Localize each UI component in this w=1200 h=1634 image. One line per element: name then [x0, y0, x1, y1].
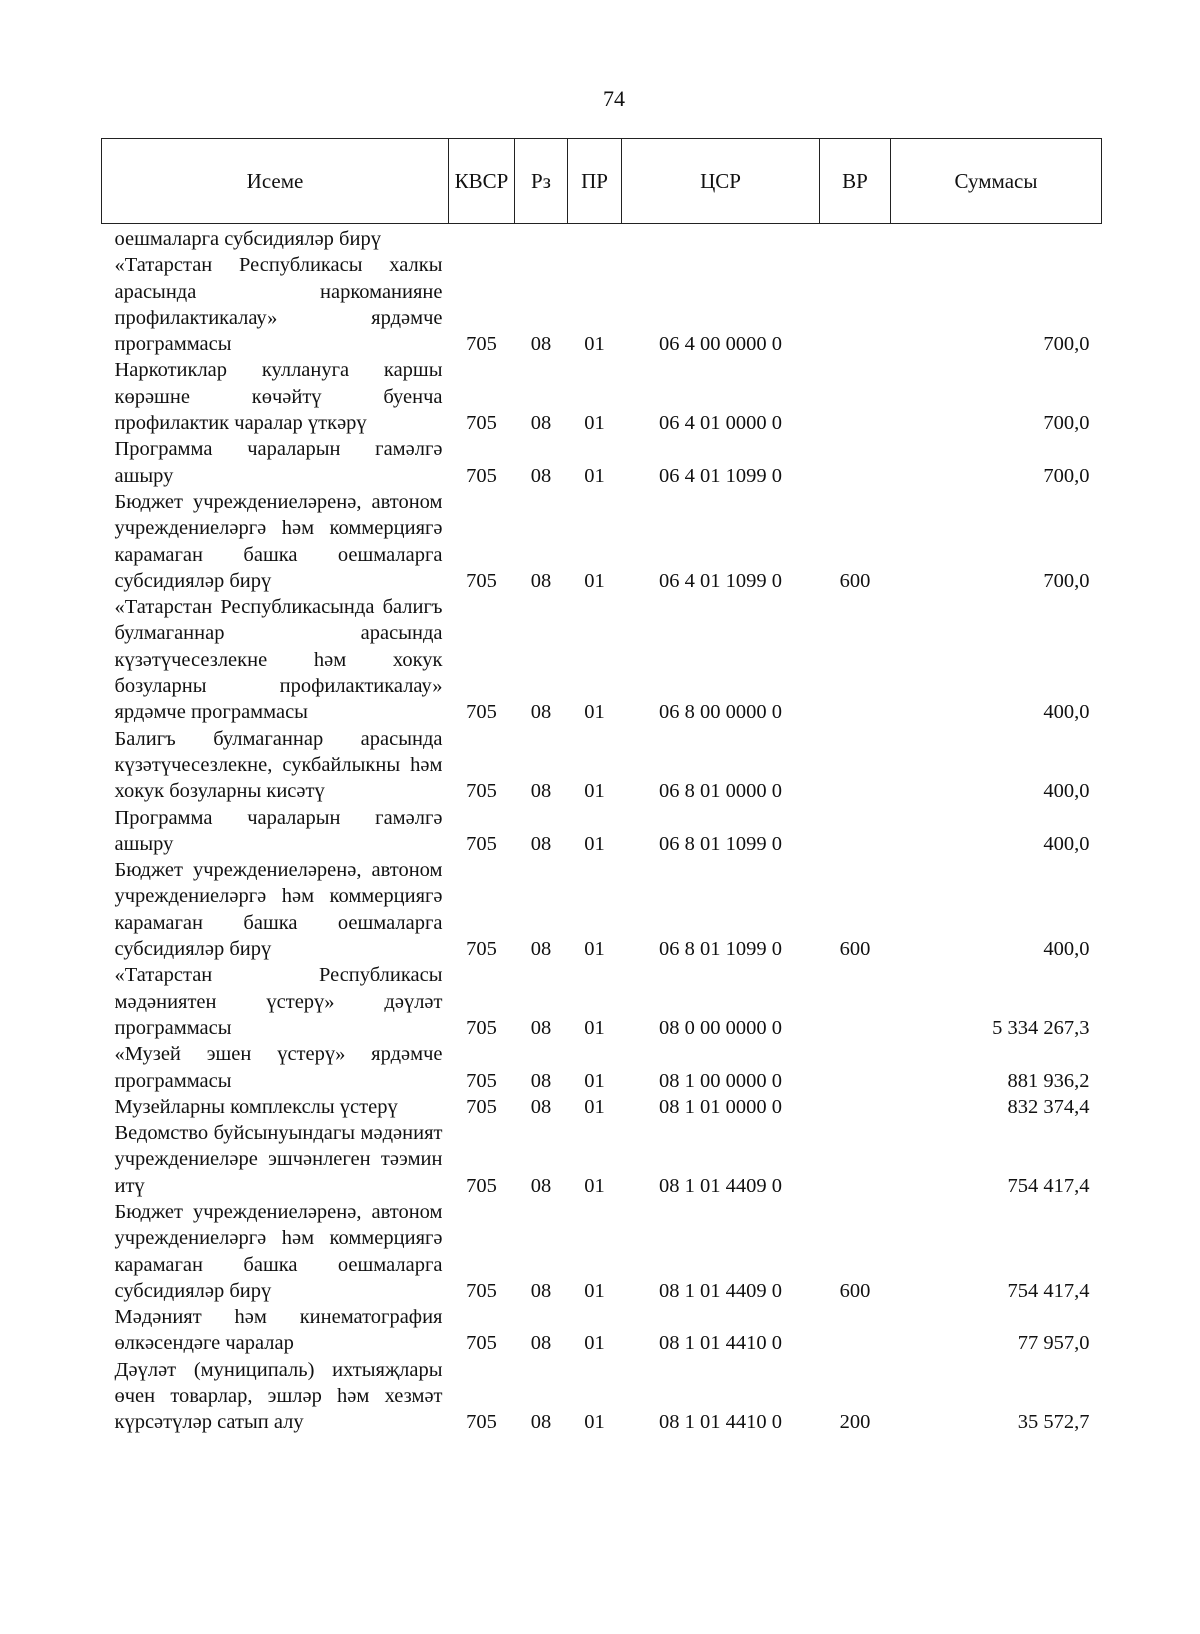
row-vr [820, 436, 891, 489]
row-name: Программа чараларын гамәлгә ашыру [114, 438, 443, 487]
row-sum: 77 957,0 [1017, 1332, 1090, 1355]
table-row [102, 962, 1102, 1041]
row-name: Ведомство буйсынуындагы мәдәният учреждениеләре эшчәнлеген тәэмин итү [114, 1122, 443, 1197]
row-kvsr: 705 [466, 1332, 497, 1355]
row-rz: 08 [530, 780, 552, 803]
table-row [102, 252, 1102, 357]
header-row [102, 139, 1102, 224]
row-pr: 01 [584, 832, 605, 855]
row-name: Дәүләт (муниципаль) ихтыяҗлары өчен товарлар, эшләр һәм хезмәт күрсәтүләр сатып алу [114, 1358, 443, 1434]
row-vr [820, 1094, 891, 1120]
row-rz [515, 224, 568, 253]
row-rz: 08 [530, 412, 552, 435]
table-row [102, 1094, 1102, 1120]
row-csr: 06 8 01 0000 0 [659, 780, 782, 803]
row-pr: 01 [584, 701, 605, 724]
row-pr: 01 [584, 938, 605, 961]
table-row [102, 857, 1102, 962]
table-row [102, 1120, 1102, 1199]
row-sum: 400,0 [1043, 701, 1090, 724]
row-name: Музейларны комплекслы үстерү [114, 1095, 398, 1118]
row-rz: 08 [530, 1411, 552, 1434]
row-kvsr [449, 224, 515, 253]
row-kvsr: 705 [466, 1069, 497, 1092]
row-sum: 754 417,4 [1007, 1279, 1090, 1302]
row-name: Программа чараларын гамәлгә ашыру [114, 806, 443, 855]
row-kvsr: 705 [466, 832, 497, 855]
row-name: Бюджет учреждениеләренә, автоном учреждениеләргә һәм коммерциягә карамаган башка оешмаларга субсидияләр бирү [114, 1200, 443, 1302]
row-csr: 08 1 01 4409 0 [659, 1279, 782, 1302]
row-kvsr: 705 [466, 464, 497, 487]
row-kvsr: 705 [466, 938, 497, 961]
table-body [102, 224, 1102, 1436]
row-csr: 06 4 00 0000 0 [659, 333, 782, 356]
row-vr [820, 594, 891, 725]
row-kvsr: 705 [466, 333, 497, 356]
row-rz: 08 [530, 1069, 552, 1092]
row-sum: 400,0 [1043, 832, 1090, 855]
row-vr: 600 [839, 1279, 871, 1302]
row-vr [820, 726, 891, 805]
header-sum: Суммасы [891, 139, 1102, 224]
row-vr: 200 [839, 1411, 871, 1434]
row-rz: 08 [530, 569, 552, 592]
budget-table-container [101, 138, 1101, 1436]
row-vr [820, 962, 891, 1041]
table-row [102, 594, 1102, 725]
row-sum: 881 936,2 [1007, 1069, 1090, 1092]
header-vr: ВР [820, 139, 891, 224]
row-name: «Татарстан Республикасы мәдəниятен үстерү» дәүләт программасы [114, 964, 443, 1039]
row-name: «Музей эшен үстерү» ярдәмче программасы [114, 1043, 443, 1092]
row-name: Мәдәният һәм кинематография өлкәсендәге чаралар [114, 1306, 443, 1355]
row-csr: 06 8 01 1099 0 [659, 938, 782, 961]
row-kvsr: 705 [466, 1411, 497, 1434]
row-rz: 08 [530, 1016, 552, 1039]
row-csr [622, 224, 820, 253]
row-pr: 01 [584, 1174, 605, 1197]
row-sum: 5 334 267,3 [992, 1016, 1090, 1039]
row-rz: 08 [530, 333, 552, 356]
row-vr: 600 [839, 938, 871, 961]
row-rz: 08 [530, 938, 552, 961]
row-csr: 08 0 00 0000 0 [659, 1016, 782, 1039]
budget-table [101, 138, 1102, 1436]
row-pr: 01 [584, 1279, 605, 1302]
row-pr: 01 [584, 1069, 605, 1092]
row-sum: 832 374,4 [1007, 1095, 1090, 1118]
row-sum: 700,0 [1043, 569, 1090, 592]
table-row [102, 1304, 1102, 1357]
row-vr [820, 1041, 891, 1094]
table-row [102, 224, 1102, 253]
row-name: «Татарстан Республикасы халкы арасында наркоманияне профилактикалау» ярдәмче программасы [114, 254, 443, 356]
row-sum: 400,0 [1043, 780, 1090, 803]
row-pr: 01 [584, 780, 605, 803]
row-vr [820, 252, 891, 357]
row-pr: 01 [584, 412, 605, 435]
row-csr: 08 1 00 0000 0 [659, 1069, 782, 1092]
table-row [102, 805, 1102, 858]
row-vr [820, 224, 891, 253]
row-kvsr: 705 [466, 1016, 497, 1039]
row-pr: 01 [584, 464, 605, 487]
row-kvsr: 705 [466, 780, 497, 803]
row-kvsr: 705 [466, 1095, 497, 1118]
header-rz: Рз [515, 139, 568, 224]
row-kvsr: 705 [466, 1279, 497, 1302]
row-vr [820, 357, 891, 436]
row-name: «Татарстан Республикасында балигъ булмаганнар арасында күзәтүчесезлекне һәм хокук бозуларны профилактикалау» ярдәмче программасы [114, 596, 443, 724]
row-pr: 01 [584, 1411, 605, 1434]
row-vr: 600 [839, 569, 871, 592]
row-pr: 01 [584, 1332, 605, 1355]
row-kvsr: 705 [466, 569, 497, 592]
row-pr: 01 [584, 1016, 605, 1039]
row-csr: 06 4 01 1099 0 [659, 569, 782, 592]
row-csr: 08 1 01 4410 0 [659, 1332, 782, 1355]
row-rz: 08 [530, 464, 552, 487]
row-rz: 08 [530, 701, 552, 724]
row-sum: 700,0 [1043, 464, 1090, 487]
row-rz: 08 [530, 1174, 552, 1197]
row-vr [820, 1120, 891, 1199]
row-sum: 35 572,7 [1017, 1411, 1090, 1434]
row-name: Наркотиклар куллануга каршы көрәшне көчәйтү буенча профилактик чаралар үткәрү [114, 359, 443, 435]
row-sum: 700,0 [1043, 333, 1090, 356]
header-csr: ЦСР [622, 139, 820, 224]
row-name: Бюджет учреждениеләренә, автоном учреждениеләргә һәм коммерциягә карамаган башка оешмаларга субсидияләр бирү [114, 859, 443, 961]
row-vr [820, 1304, 891, 1357]
row-sum [891, 224, 1102, 253]
table-row [102, 436, 1102, 489]
row-rz: 08 [530, 1279, 552, 1302]
table-row [102, 726, 1102, 805]
header-name: Исеме [102, 139, 449, 224]
table-header [102, 139, 1102, 224]
row-rz: 08 [530, 1095, 552, 1118]
row-pr [568, 224, 622, 253]
row-pr: 01 [584, 569, 605, 592]
table-row [102, 1357, 1102, 1436]
table-row [102, 1041, 1102, 1094]
row-pr: 01 [584, 333, 605, 356]
row-sum: 400,0 [1043, 938, 1090, 961]
row-csr: 08 1 01 4409 0 [659, 1174, 782, 1197]
row-name: оешмаларга субсидияләр бирү [114, 228, 381, 250]
row-csr: 08 1 01 4410 0 [659, 1411, 782, 1434]
row-csr: 06 8 01 1099 0 [659, 832, 782, 855]
row-pr: 01 [584, 1095, 605, 1118]
table-row [102, 1199, 1102, 1304]
row-name: Бюджет учреждениеләренә, автоном учреждениеләргә һәм коммерциягә карамаган башка оешмаларга субсидияләр бирү [114, 490, 443, 592]
row-kvsr: 705 [466, 701, 497, 724]
table-row [102, 489, 1102, 594]
header-pr: ПР [568, 139, 622, 224]
row-rz: 08 [530, 832, 552, 855]
row-name: Балигъ булмаганнар арасында күзәтүчесезлекне, сукбайлыкны һәм хокук бозуларны кисәтү [114, 727, 443, 803]
row-kvsr: 705 [466, 412, 497, 435]
header-kvsr: КВСР [449, 139, 515, 224]
row-csr: 06 4 01 0000 0 [659, 412, 782, 435]
table-row [102, 357, 1102, 436]
row-csr: 06 4 01 1099 0 [659, 464, 782, 487]
row-csr: 06 8 00 0000 0 [659, 701, 782, 724]
row-sum: 700,0 [1043, 412, 1090, 435]
page-number: 74 [603, 86, 625, 111]
row-csr: 08 1 01 0000 0 [659, 1095, 782, 1118]
row-sum: 754 417,4 [1007, 1174, 1090, 1197]
row-kvsr: 705 [466, 1174, 497, 1197]
row-rz: 08 [530, 1332, 552, 1355]
row-vr [820, 805, 891, 858]
